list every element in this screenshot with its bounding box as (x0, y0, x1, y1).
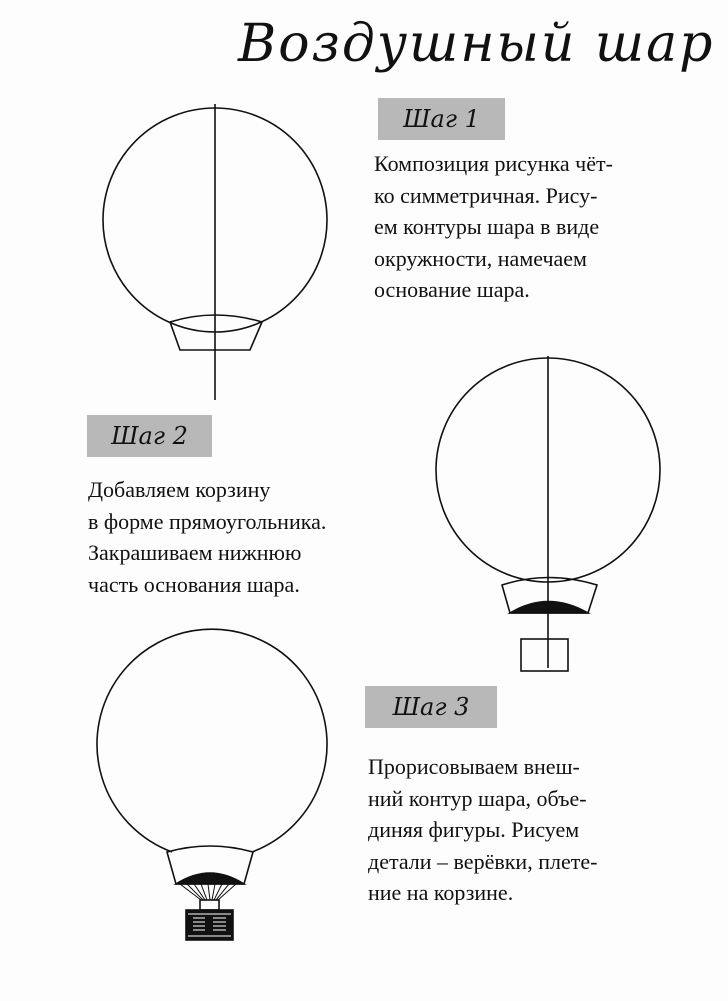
step2-text (88, 474, 326, 600)
balloon-outline (97, 629, 327, 852)
step2-label: Шаг 2 (87, 415, 212, 457)
text-line: Добавляем корзину (88, 477, 271, 502)
ropes (180, 884, 236, 900)
text-line: часть основания шара. (88, 571, 300, 597)
step2-drawing (436, 356, 660, 671)
text-line: в форме прямоугольника. (88, 508, 327, 534)
text-line: Композиция рисунка чёт- (374, 151, 613, 176)
text-line: ем контуры шара в виде (374, 214, 600, 239)
step3-drawing (97, 629, 327, 940)
basket (521, 639, 568, 671)
text-line: основание шара. (374, 277, 530, 302)
step1-label: Шаг 1 (378, 98, 505, 140)
step3-text (368, 751, 597, 909)
basket-neck (200, 900, 219, 910)
text-line: ко симметричная. Рису- (374, 182, 598, 208)
step1-drawing (103, 104, 327, 400)
base-shading (176, 873, 244, 884)
text-line: ние на корзине. (368, 880, 514, 905)
text-line: диняя фигуры. Рисуем (368, 817, 580, 842)
step1-text (374, 148, 613, 306)
step3-label: Шаг 3 (365, 686, 497, 728)
text-line: детали – верёвки, плете- (368, 848, 598, 874)
text-line: окружности, намечаем (374, 245, 587, 271)
base-shading (510, 602, 588, 614)
text-line: Закрашиваем нижнюю (88, 540, 302, 565)
page-title: Воздушный шар (238, 14, 715, 74)
text-line: Прорисовываем внеш- (368, 754, 580, 779)
text-line: ний контур шара, объе- (368, 785, 587, 811)
